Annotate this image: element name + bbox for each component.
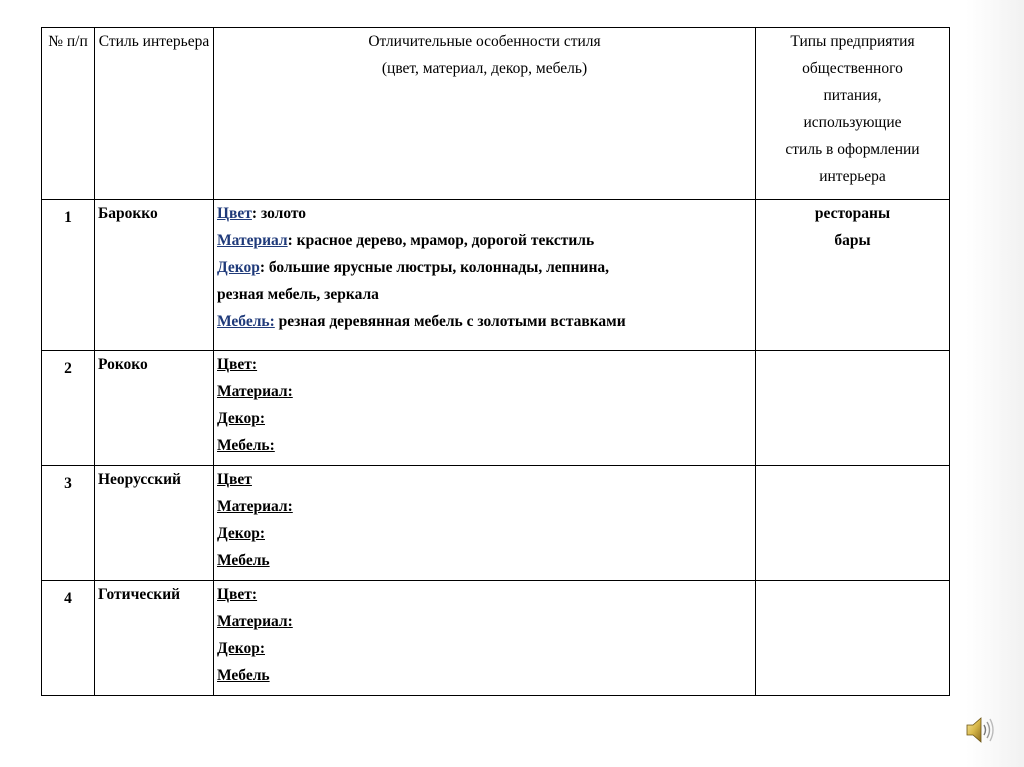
- table-row: [42, 351, 950, 466]
- feature-line: [217, 635, 752, 662]
- feature-label: Цвет: [217, 205, 252, 222]
- feature-label: Материал:: [217, 613, 293, 630]
- speaker-icon[interactable]: [965, 714, 995, 746]
- row-features: [214, 351, 756, 466]
- header-features: [214, 28, 756, 200]
- feature-label: Мебель: [217, 552, 270, 569]
- feature-line: [217, 351, 752, 378]
- feature-line: [217, 200, 752, 227]
- feature-line: [217, 466, 752, 493]
- header-types-line: интерьера: [819, 168, 886, 185]
- header-types-line: стиль в оформлении: [785, 141, 920, 158]
- feature-line: [217, 432, 752, 459]
- feature-label: Цвет:: [217, 356, 258, 373]
- feature-sep: :: [287, 232, 293, 249]
- row-style: Готический: [95, 581, 214, 696]
- table-row: [42, 200, 950, 351]
- feature-sep: :: [251, 205, 258, 222]
- header-types-line: использующие: [803, 114, 902, 131]
- feature-line: [217, 581, 752, 608]
- row-num: 1: [42, 200, 95, 351]
- feature-line: [217, 608, 752, 635]
- feature-value: большие ярусные люстры, колоннады, лепнина,: [265, 259, 610, 276]
- row-features: [214, 466, 756, 581]
- feature-label: Цвет:: [217, 586, 258, 603]
- header-types-line: общественного: [802, 60, 903, 77]
- feature-label: Материал: [217, 232, 288, 249]
- row-types: [756, 466, 950, 581]
- feature-line: [217, 405, 752, 432]
- feature-label: Мебель:: [217, 437, 275, 454]
- feature-value: резная мебель, зеркала: [217, 286, 379, 303]
- feature-value: красное дерево, мрамор, дорогой текстиль: [292, 232, 595, 249]
- row-features: [214, 581, 756, 696]
- type-item: рестораны: [814, 205, 891, 222]
- feature-line: [217, 662, 752, 689]
- feature-line: [217, 308, 752, 335]
- feature-label: Материал:: [217, 498, 293, 515]
- feature-label: Материал:: [217, 383, 293, 400]
- feature-label: Декор:: [217, 640, 265, 657]
- feature-label: Декор:: [217, 410, 265, 427]
- header-style: Стиль интерьера: [95, 28, 214, 200]
- feature-label: Декор:: [217, 525, 265, 542]
- feature-line: [217, 378, 752, 405]
- row-features: [214, 200, 756, 351]
- speaker-icon-graphic: [965, 714, 995, 746]
- feature-value: резная деревянная мебель с золотыми вставками: [274, 313, 626, 330]
- table-row: [42, 466, 950, 581]
- type-item: бары: [834, 232, 871, 249]
- table-row: [42, 581, 950, 696]
- header-types-line: Типы предприятия: [790, 33, 915, 50]
- row-style: Неорусский: [95, 466, 214, 581]
- feature-value: золото: [257, 205, 307, 222]
- feature-sep: :: [259, 259, 266, 276]
- feature-label: Цвет: [217, 471, 252, 488]
- feature-line: [217, 547, 752, 574]
- row-types: [756, 200, 950, 351]
- feature-line: [217, 520, 752, 547]
- feature-label: Декор: [217, 259, 260, 276]
- feature-line: [217, 254, 752, 281]
- row-types: [756, 581, 950, 696]
- row-num: 2: [42, 351, 95, 466]
- row-style: Барокко: [95, 200, 214, 351]
- page-edge-shadow: [966, 0, 1024, 767]
- feature-line: [217, 227, 752, 254]
- header-types-line: питания,: [823, 87, 882, 104]
- interior-styles-table: [41, 27, 950, 696]
- row-style: Рококо: [95, 351, 214, 466]
- row-types: [756, 351, 950, 466]
- row-num: 4: [42, 581, 95, 696]
- feature-label: Мебель: [217, 667, 270, 684]
- row-num: 3: [42, 466, 95, 581]
- header-features-line2: (цвет, материал, декор, мебель): [381, 60, 588, 77]
- feature-line: [217, 281, 752, 308]
- header-num: № п/п: [42, 28, 95, 200]
- feature-label: Мебель:: [217, 313, 275, 330]
- header-types: [756, 28, 950, 200]
- header-features-line1: Отличительные особенности стиля: [368, 33, 601, 50]
- feature-line: [217, 493, 752, 520]
- table-header-row: [42, 28, 950, 200]
